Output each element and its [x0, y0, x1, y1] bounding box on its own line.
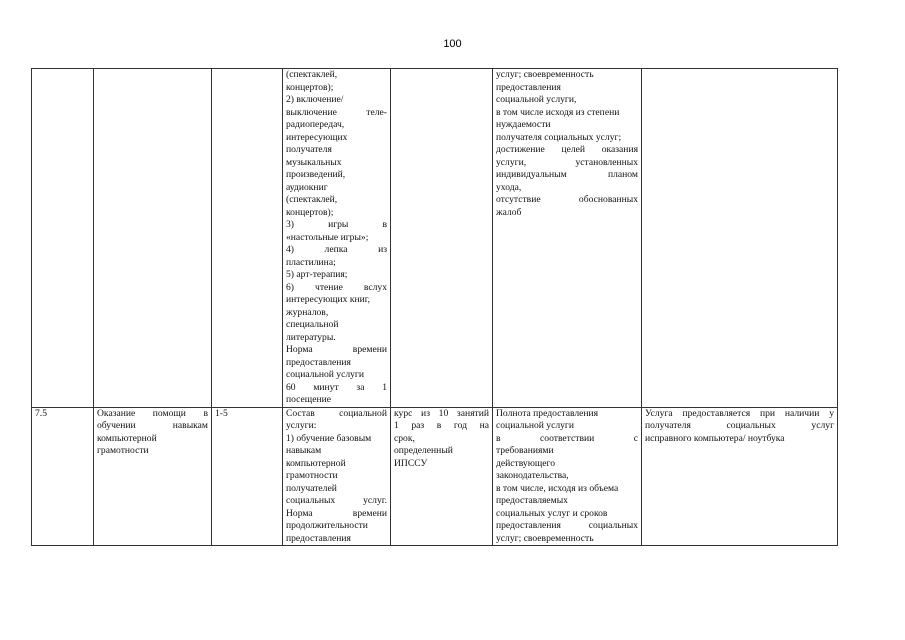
cell-line: Норма времени	[286, 507, 387, 519]
cell-line: индивидуальным планом	[496, 169, 638, 180]
page-number: 100	[443, 38, 462, 50]
cell-quality	[493, 407, 642, 546]
cell-line: получателя социальных услуг;	[496, 131, 622, 143]
cell-content	[283, 407, 391, 546]
cell-number	[32, 407, 94, 546]
cell-line: получателей	[286, 482, 337, 494]
cell-line: 3) игры в	[286, 219, 387, 230]
cell-line: произведений,	[286, 169, 346, 180]
cell-line: социальной услуги	[496, 420, 575, 431]
cell-line: курс из 10 занятий	[394, 407, 489, 419]
cell-line: специальной	[286, 319, 339, 330]
cell-line: «настольные игры»;	[286, 231, 369, 243]
cell-line: посещение	[286, 394, 331, 405]
cell-line: 2) включение/	[286, 94, 344, 105]
cell-line: аудиокниг	[286, 181, 328, 193]
cell-line: журналов,	[286, 306, 329, 318]
cell-line: социальных услуг.	[286, 495, 387, 506]
cell-line: срок,	[394, 432, 415, 444]
cell-line: Норма времени	[286, 344, 387, 355]
cell-frequency	[391, 69, 493, 408]
table-row	[32, 407, 838, 546]
cell-line: нуждаемости	[496, 119, 551, 130]
cell-line: услуг; своевременность	[496, 532, 594, 544]
cell-conditions	[642, 69, 838, 408]
cell-line: 5) арт-терапия;	[286, 269, 348, 280]
cell-line: грамотности	[97, 445, 149, 456]
cell-text: 1-5	[215, 407, 228, 419]
cell-line: действующего	[496, 457, 556, 469]
cell-line: социальных услуг и сроков	[496, 507, 608, 519]
cell-frequency	[391, 407, 493, 546]
cell-text: 7.5	[35, 407, 47, 419]
cell-line: ухода,	[496, 181, 522, 193]
cell-line: предоставления	[286, 356, 351, 368]
cell-line: получателя социальных услуг	[645, 420, 834, 431]
cell-line: в том числе исходя из степени	[496, 106, 620, 118]
cell-line: социальной услуги	[286, 369, 365, 380]
cell-line: услуги, установленных	[496, 156, 638, 168]
cell-line: 1) обучение базовым	[286, 432, 372, 444]
cell-service-name	[94, 407, 212, 546]
cell-code	[212, 69, 283, 408]
cell-line: продолжительности	[286, 520, 368, 531]
cell-line: 60 минут за 1	[286, 381, 387, 393]
cell-line: ИПССУ	[394, 457, 428, 469]
cell-content	[283, 69, 391, 408]
cell-line: компьютерной	[97, 432, 157, 444]
cell-line: грамотности	[286, 470, 338, 481]
cell-line: получателя	[286, 144, 332, 155]
cell-line: интересующих	[286, 131, 348, 143]
cell-line: концертов);	[286, 81, 334, 93]
cell-line: услуг; своевременность	[496, 69, 594, 80]
cell-line: достижение целей оказания	[496, 144, 638, 155]
services-table	[31, 68, 838, 546]
cell-line: Услуга предоставляется при наличии у	[645, 407, 834, 419]
cell-line: пластилина;	[286, 256, 336, 268]
cell-line: концертов);	[286, 206, 334, 218]
cell-line: интересующих книг,	[286, 294, 371, 305]
cell-quality	[493, 69, 642, 408]
cell-line: предоставления социальных	[496, 520, 638, 531]
cell-line: радиопередач,	[286, 119, 345, 130]
cell-line: отсутствие обоснованных	[496, 194, 638, 205]
cell-service-name	[94, 69, 212, 408]
cell-line: Состав социальной	[286, 407, 387, 419]
cell-line: исправного компьютера/ ноутбука	[645, 432, 785, 444]
cell-line: определенный	[394, 445, 453, 456]
cell-line: предоставляемых	[496, 495, 568, 506]
cell-line: навыкам	[286, 445, 322, 456]
cell-line: Полнота предоставления	[496, 407, 599, 419]
cell-line: выключение теле-	[286, 106, 387, 118]
cell-line: социальной услуги,	[496, 94, 577, 105]
cell-line: в соответствии с	[496, 432, 638, 444]
cell-line: литературы.	[286, 331, 336, 343]
cell-line: 4) лепка из	[286, 244, 387, 255]
cell-line: музыкальных	[286, 156, 342, 168]
cell-line: законодательства,	[496, 470, 569, 481]
cell-line: 1 раз в год на	[394, 420, 489, 431]
cell-line: услуги:	[286, 420, 317, 431]
cell-line: предоставления	[496, 81, 561, 93]
cell-conditions	[642, 407, 838, 546]
cell-line: требованиями	[496, 445, 554, 456]
cell-line: предоставления	[286, 532, 351, 544]
cell-line: в том числе, исходя из объема	[496, 482, 619, 494]
cell-line: жалоб	[496, 206, 522, 218]
cell-line: (спектаклей,	[286, 194, 338, 205]
cell-line: 6) чтение вслух	[286, 281, 387, 293]
cell-line: обучении навыкам	[97, 420, 208, 431]
cell-line: компьютерной	[286, 457, 346, 469]
cell-code	[212, 407, 283, 546]
table-row	[32, 69, 838, 408]
cell-number	[32, 69, 94, 408]
cell-line: Оказание помощи в	[97, 407, 208, 419]
cell-line: (спектаклей,	[286, 69, 338, 80]
